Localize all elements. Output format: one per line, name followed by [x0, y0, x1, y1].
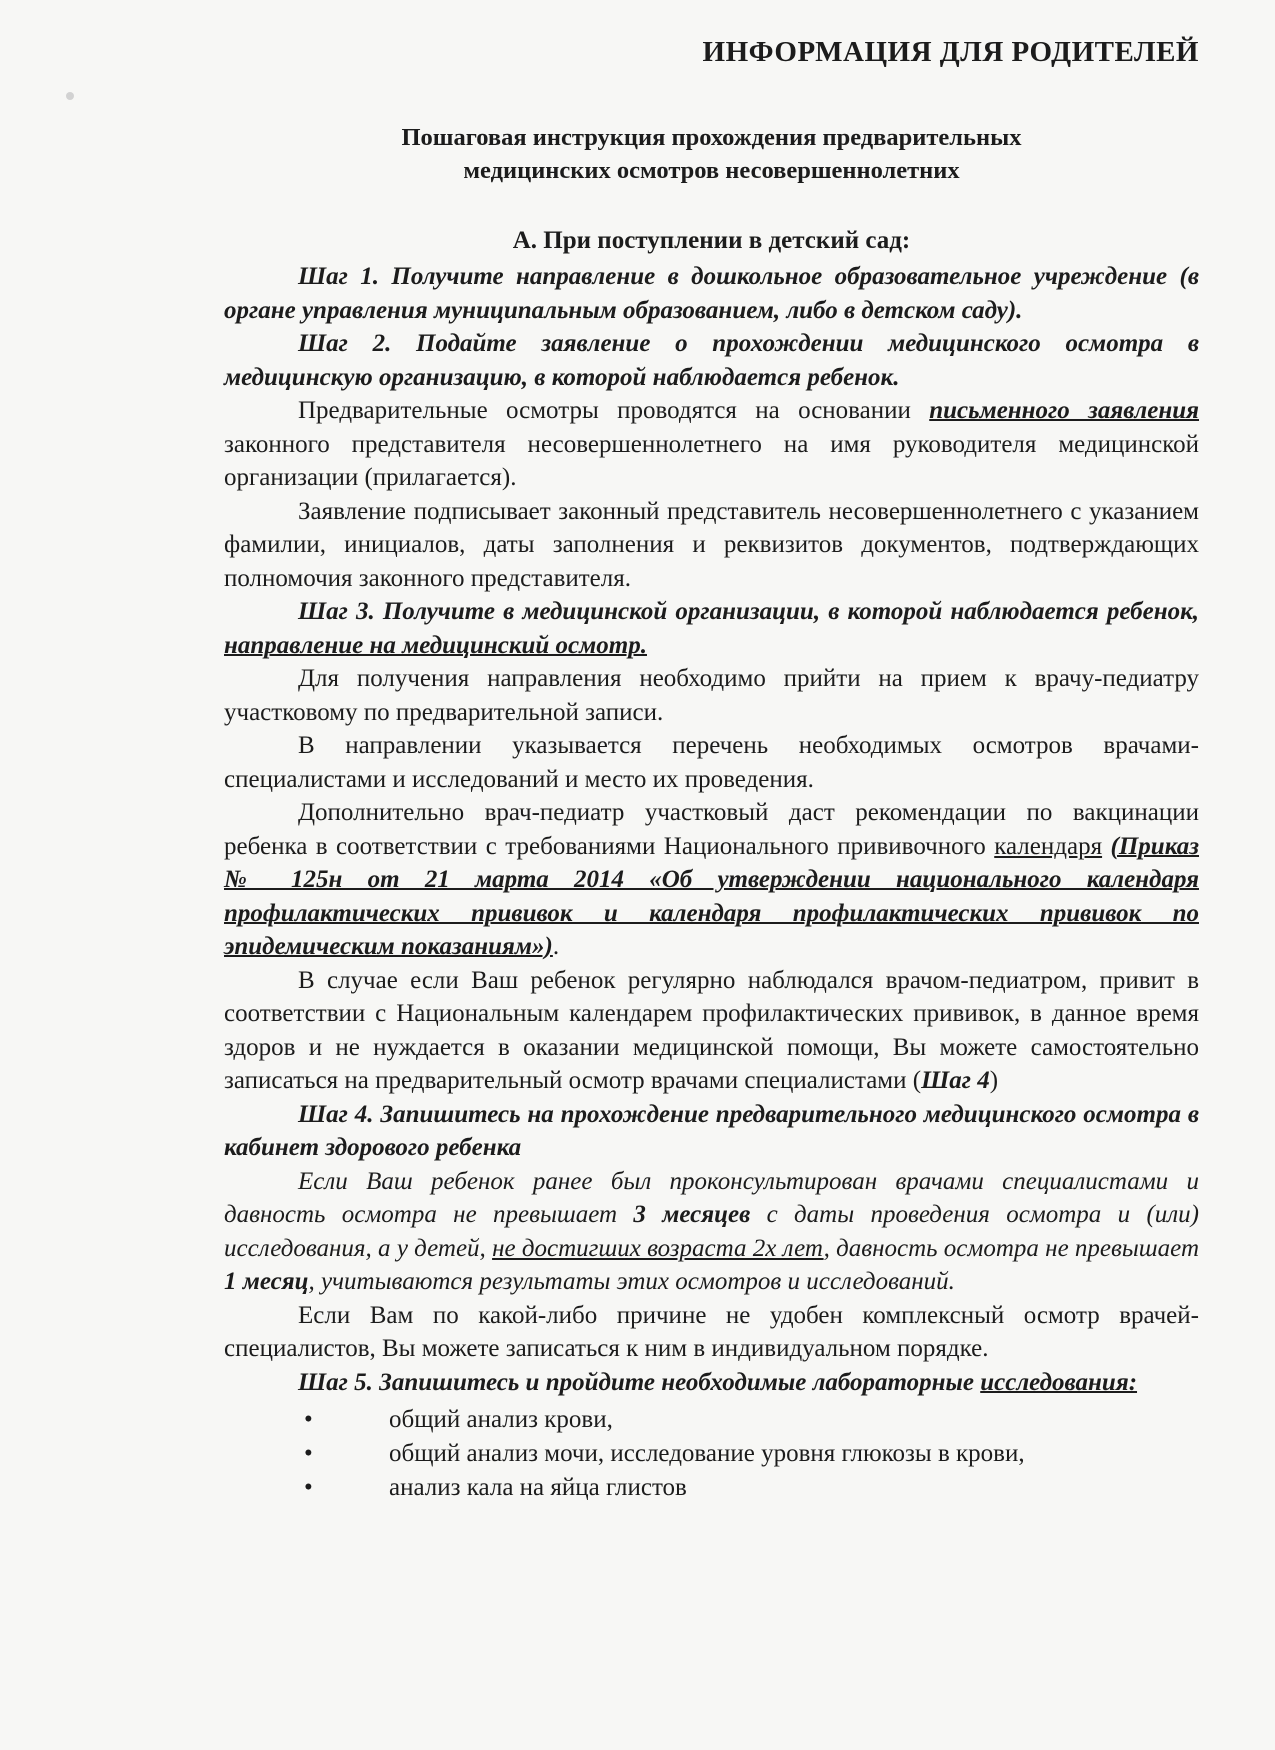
section-a-heading: А. При поступлении в детский сад:	[512, 227, 911, 254]
paragraph-self-enroll	[224, 964, 1199, 1098]
consulted-text-3: , давность осмотра не превышает	[823, 1234, 1199, 1262]
paragraph-referral-2: В направлении указывается перечень необходимых осмотров врачами-специалистами и исследований и место их проведения.	[224, 732, 1199, 793]
title-line-1: Пошаговая инструкция прохождения предварительных	[401, 124, 1022, 151]
consulted-text-1: Если Ваш ребенок ранее был проконсультирован врачами специалистами и давность осмотра не превышает	[224, 1167, 1199, 1228]
scan-speck	[66, 92, 74, 100]
list-item-text: анализ кала на яйца глистов	[389, 1474, 687, 1501]
step-1: Шаг 1. Получите направление в дошкольное образовательное учреждение (в органе управления муниципальным образованием, либо в детском саду).	[224, 263, 1199, 324]
paragraph-referral-1: Для получения направления необходимо прийти на прием к врачу-педиатру участковому по предварительной записи.	[224, 665, 1199, 726]
paragraph-basis	[224, 394, 1199, 495]
order-reference: (Приказ № 125н от 21 марта 2014 «Об утверждении национального календаря профилактических прививок и календаря профилактических прививок по эпидемическим показаниям»)	[224, 832, 1200, 960]
title-line-2: медицинских осмотров несовершеннолетних	[463, 157, 960, 184]
bullet-icon: •	[304, 1440, 313, 1467]
vaccination-space	[1102, 833, 1110, 860]
paragraph-individual: Если Вам по какой-либо причине не удобен комплексный осмотр врачей-специалистов, Вы можете записаться к ним в индивидуальном порядке.	[224, 1301, 1199, 1362]
step-2: Шаг 2. Подайте заявление о прохождении медицинского осмотра в медицинскую организацию, в которой наблюдается ребенок.	[224, 330, 1199, 391]
calendar-word: календаря	[994, 832, 1103, 860]
list-item-text: общий анализ мочи, исследование уровня глюкозы в крови,	[389, 1440, 1025, 1467]
step-5	[224, 1366, 1199, 1400]
vaccination-text: Дополнительно врач-педиатр участковый даст рекомендации по вакцинации ребенка в соответствии с требованиями Национального прививочного	[224, 799, 1199, 860]
list-item	[224, 1437, 1199, 1471]
bullet-icon: •	[304, 1406, 313, 1433]
paragraph-vaccination	[224, 796, 1199, 964]
step-5-underlined: исследования:	[980, 1368, 1138, 1396]
three-months: 3 месяцев	[633, 1201, 751, 1228]
lab-tests-list	[224, 1403, 1199, 1505]
list-item	[224, 1403, 1199, 1437]
step-4-reference: Шаг 4	[921, 1067, 990, 1094]
page-header: ИНФОРМАЦИЯ ДЛЯ РОДИТЕЛЕЙ	[702, 36, 1199, 68]
basis-text-after: законного представителя несовершеннолетнего на имя руководителя медицинской организации (прилагается).	[224, 430, 1199, 491]
self-enroll-text: В случае если Ваш ребенок регулярно наблюдался врачом-педиатром, привит в соответствии с Национальным календарем профилактических прививок, в данное время здоров и не нуждается в оказании медицинской помощи, Вы можете самостоятельно записаться на предварительный осмотр врачами специалистами (	[224, 966, 1199, 1094]
under-two-years: не достигших возраста 2х лет	[492, 1234, 824, 1262]
step-3-text: Шаг 3. Получите в медицинской организации, в которой наблюдается ребенок,	[298, 598, 1199, 625]
self-enroll-close: )	[989, 1067, 999, 1094]
step-3	[224, 595, 1199, 662]
paragraph-signature: Заявление подписывает законный представитель несовершеннолетнего с указанием фамилии, инициалов, даты заполнения и реквизитов документов, подтверждающих полномочия законного представителя.	[224, 497, 1199, 592]
one-month: 1 месяц	[224, 1268, 309, 1295]
list-item	[224, 1471, 1199, 1505]
step-3-underlined: направление на медицинский осмотр.	[224, 631, 647, 659]
bullet-icon: •	[304, 1474, 313, 1501]
vaccination-end: .	[552, 933, 560, 960]
written-application-link: письменного заявления	[929, 397, 1200, 424]
consulted-text-4: , учитываются результаты этих осмотров и исследований.	[308, 1268, 955, 1295]
list-item-text: общий анализ крови,	[389, 1406, 613, 1433]
paragraph-consulted	[224, 1165, 1199, 1299]
basis-text-before: Предварительные осмотры проводятся на основании	[298, 397, 930, 424]
step-4: Шаг 4. Запишитесь на прохождение предварительного медицинского осмотра в кабинет здорового ребенка	[224, 1100, 1199, 1161]
document-title	[224, 121, 1199, 187]
consulted-text-2: с даты проведения осмотра и (или) исследования, а у детей,	[224, 1201, 1200, 1262]
step-5-text: Шаг 5. Запишитесь и пройдите необходимые лабораторные	[298, 1368, 981, 1396]
